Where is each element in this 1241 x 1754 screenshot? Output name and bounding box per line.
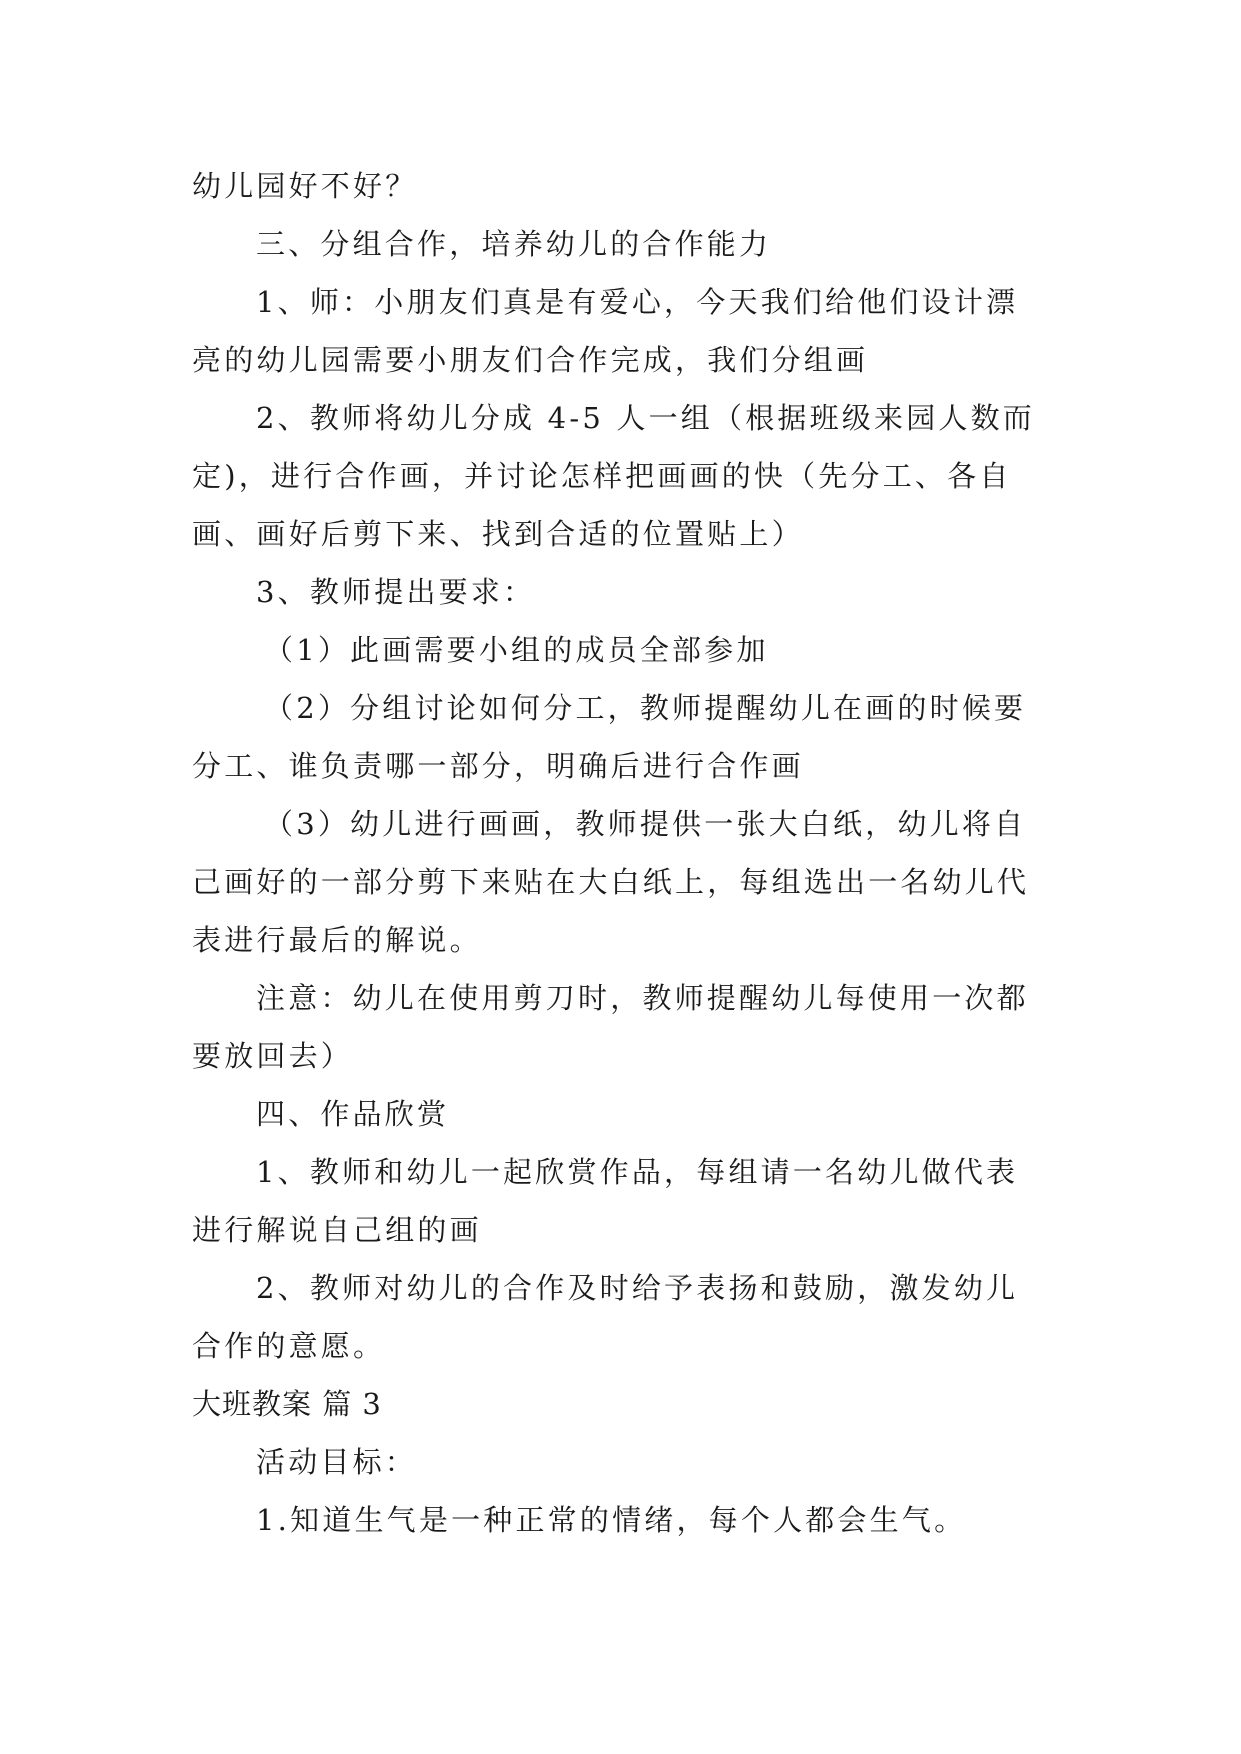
text-line: 要放回去） [192, 1039, 354, 1073]
text-line: 注意：幼儿在使用剪刀时，教师提醒幼儿每使用一次都 [256, 981, 1029, 1015]
text-line: （3）幼儿进行画画，教师提供一张大白纸，幼儿将自 [264, 807, 1027, 841]
text-line: 进行解说自己组的画 [192, 1213, 482, 1247]
text-line: （1）此画需要小组的成员全部参加 [264, 633, 769, 667]
text-line: 2、教师对幼儿的合作及时给予表扬和鼓励，激发幼儿 [256, 1271, 1019, 1305]
text-line: 合作的意愿。 [192, 1329, 386, 1363]
text-line: 表进行最后的解说。 [192, 923, 482, 957]
text-line: 3、教师提出要求： [256, 575, 536, 609]
text-line: 2、教师将幼儿分成 4-5 人一组（根据班级来园人数而 [256, 401, 1035, 435]
text-line: 1、教师和幼儿一起欣赏作品，每组请一名幼儿做代表 [256, 1155, 1019, 1189]
text-line: （2）分组讨论如何分工，教师提醒幼儿在画的时候要 [264, 691, 1027, 725]
text-line: 分工、谁负责哪一部分，明确后进行合作画 [192, 749, 804, 783]
text-line: 己画好的一部分剪下来贴在大白纸上，每组选出一名幼儿代 [192, 865, 1030, 899]
section-heading: 三、分组合作，培养幼儿的合作能力 [256, 227, 772, 261]
section-heading: 四、作品欣赏 [256, 1097, 450, 1131]
text-line: 幼儿园好不好？ [192, 169, 418, 203]
lesson-title: 大班教案 篇 3 [192, 1387, 382, 1421]
section-heading: 活动目标： [256, 1445, 418, 1479]
text-line: 画、画好后剪下来、找到合适的位置贴上） [192, 517, 804, 551]
text-line: 定)，进行合作画，并讨论怎样把画画的快（先分工、各自 [192, 459, 1012, 493]
text-line: 1.知道生气是一种正常的情绪，每个人都会生气。 [256, 1503, 967, 1537]
text-line: 亮的幼儿园需要小朋友们合作完成，我们分组画 [192, 343, 869, 377]
text-line: 1、师：小朋友们真是有爱心，今天我们给他们设计漂 [256, 285, 1019, 319]
